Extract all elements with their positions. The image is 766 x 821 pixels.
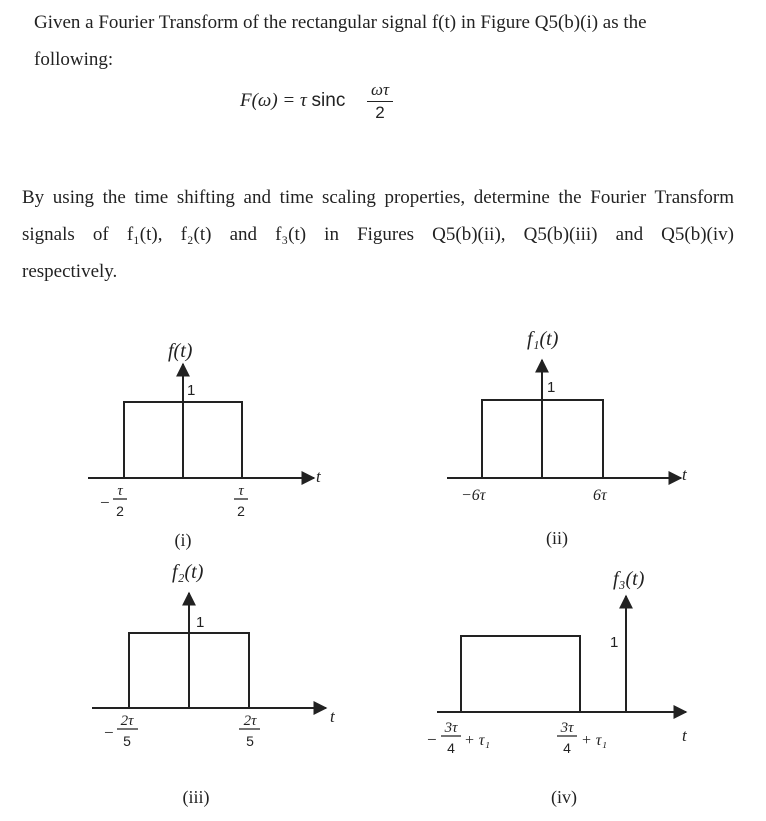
fig-iii-title: f₂(t) [172,561,204,583]
fig-i-left-denominator: 2 [116,503,124,519]
fig-iv-left-denominator: 4 [447,740,455,756]
fig-iv-amplitude-label: 1 [610,634,619,651]
fig-iv-left-sign: − [427,730,437,749]
fig-i-caption: (i) [174,530,192,550]
fig-iv-left-offset: + τ₁ [464,732,491,749]
fig-iii-left-denominator: 5 [123,733,131,749]
fig-i-right-denominator: 2 [237,503,245,519]
fig-i-amplitude-label: 1 [187,382,196,399]
fig-i-axis-label: t [316,467,321,486]
question-line-3: respectively. [22,261,118,282]
fig-iii-caption: (iii) [182,787,210,807]
fig-iv-right-numerator: 3τ [560,720,574,736]
figure-ii-plot [447,360,681,478]
question-line-2: signals of f₁(t), f₂(t) and f₃(t) in Figures Q5(b)(ii), Q5(b)(iii) and Q5(b)(iv) [22,224,734,245]
fig-iii-left-sign: − [104,723,114,742]
fig-iv-right-denominator: 4 [563,740,571,756]
figure-i-plot [88,364,314,478]
intro-line-2: following: [34,49,114,70]
question-line-1: By using the time shifting and time scaling properties, determine the Fourier Transform [22,187,734,208]
fig-ii-right-tick: 6τ [593,487,607,504]
fig-ii-caption: (ii) [546,528,568,548]
formula-denominator: 2 [375,103,385,122]
fig-iv-title: f₃(t) [613,568,645,590]
formula-numerator: ωτ [370,80,390,99]
formula-lhs: F(ω) = τ [240,90,307,111]
fig-iii-axis-label: t [330,707,335,726]
figure-iv-plot [437,596,686,712]
fig-iv-rect-pulse [461,636,580,712]
fig-iv-caption: (iv) [551,787,577,807]
fig-iv-axis-label: t [682,726,687,745]
fig-iv-right-offset: + τ₁ [581,732,608,749]
fig-ii-left-tick: −6τ [461,487,486,504]
fig-ii-title: f₁(t) [527,328,559,350]
fig-i-left-numerator: τ [117,483,123,499]
intro-line-1: Given a Fourier Transform of the rectangular signal f(t) in Figure Q5(b)(i) as the [34,12,647,33]
fig-i-title: f(t) [168,340,193,362]
fig-iii-right-denominator: 5 [246,733,254,749]
fig-iii-amplitude-label: 1 [196,614,205,631]
formula-sinc: sinc [311,90,346,111]
figure-iii-plot [92,593,326,708]
fig-iii-right-numerator: 2τ [243,713,257,729]
fig-i-left-sign: − [100,493,110,512]
fig-ii-axis-label: t [682,465,687,484]
fig-iii-left-numerator: 2τ [120,713,134,729]
fig-ii-amplitude-label: 1 [547,379,556,396]
fig-iv-left-numerator: 3τ [444,720,458,736]
fig-i-right-numerator: τ [238,483,244,499]
